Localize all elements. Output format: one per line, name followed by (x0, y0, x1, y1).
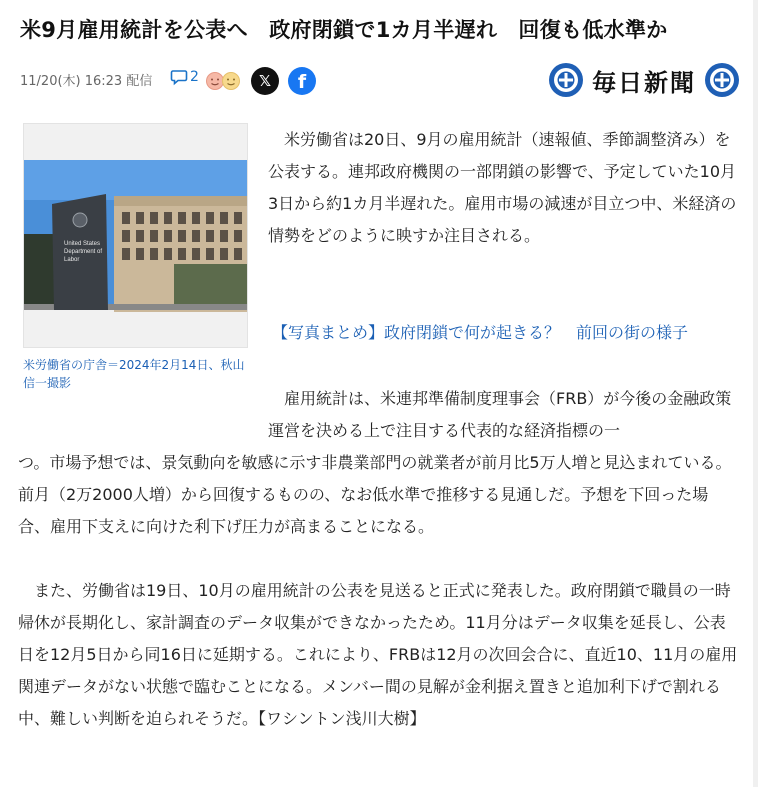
svg-text:Labor: Labor (64, 257, 80, 263)
labor-department-photo (24, 124, 248, 348)
body-paragraph-2-continued: つ。市場予想では、景気動向を敏感に示す非農業部門の就業者が前月比5万人増と見込まれている。前月（2万2000人増）から回復するものの、なお低水準で推移する見通しだ。予想を下回った場合、雇用下支えに向けた利下げ圧力が高まることになる。 (18, 453, 732, 536)
article-meta-bar (20, 62, 740, 102)
share-x-button[interactable] (251, 67, 279, 95)
svg-text:Department of: Department of (64, 249, 103, 255)
article-figure (23, 123, 248, 392)
body-paragraph-2-start: 雇用統計は、米連邦準備制度理事会（FRB）が今後の金融政策運営を決める上で注目する代表的な経済指標の一 (268, 389, 732, 440)
body-paragraph-3: また、労働省は19日、10月の雇用統計の公表を見送ると正式に発表した。政府閉鎖で職員の一時帰休が長期化し、家計調査のデータ収集ができなかったため。11月分はデータ収集を延長し、公表日を12月5日から同16日に延期する。これにより、FRBは12月の次回会合に、直近10、11月の雇用関連データがない状態で臨むことになる。メンバー間の見解が金利据え置きと追加利下げで割れる中、難しい判断を迫られそうだ。【ワシントン浅川大樹】 (18, 581, 738, 728)
lead-paragraph: 米労働省は20日、9月の雇用統計（速報値、季節調整済み）を公表する。連邦政府機関の一部閉鎖の影響で、予定していた10月3日から約1カ月半遅れた。雇用市場の減速が目立つ中、米経済の情勢をどのように映すか注目される。 (268, 130, 737, 245)
svg-text:United States: United States (64, 241, 101, 247)
x-logo-icon: 𝕏 (258, 72, 272, 90)
related-photo-link[interactable]: 【写真まとめ】政府閉鎖で何が起きる？ 前回の街の様子 (272, 323, 689, 342)
source-name: 毎日新聞 (592, 67, 696, 97)
article-photo[interactable] (23, 123, 248, 348)
page-right-border (753, 0, 758, 787)
reaction-faces-icon[interactable] (205, 71, 243, 91)
comment-count: 2 (190, 69, 199, 85)
facebook-logo-icon: f (297, 71, 307, 93)
comment-bubble-icon (170, 68, 188, 86)
mainichi-emblem-icon (548, 62, 584, 98)
mainichi-emblem-icon (704, 62, 740, 98)
comment-link[interactable] (170, 68, 199, 86)
share-facebook-button[interactable] (288, 67, 316, 95)
photo-caption: 米労働省の庁舎＝2024年2月14日、秋山信一撮影 (23, 358, 245, 390)
source-brand[interactable] (548, 62, 740, 98)
article-headline: 米9月雇用統計を公表へ 政府閉鎖で1カ月半遅れ 回復も低水準か (20, 18, 668, 42)
publish-datetime: 11/20(木) 16:23 配信 (20, 74, 153, 89)
